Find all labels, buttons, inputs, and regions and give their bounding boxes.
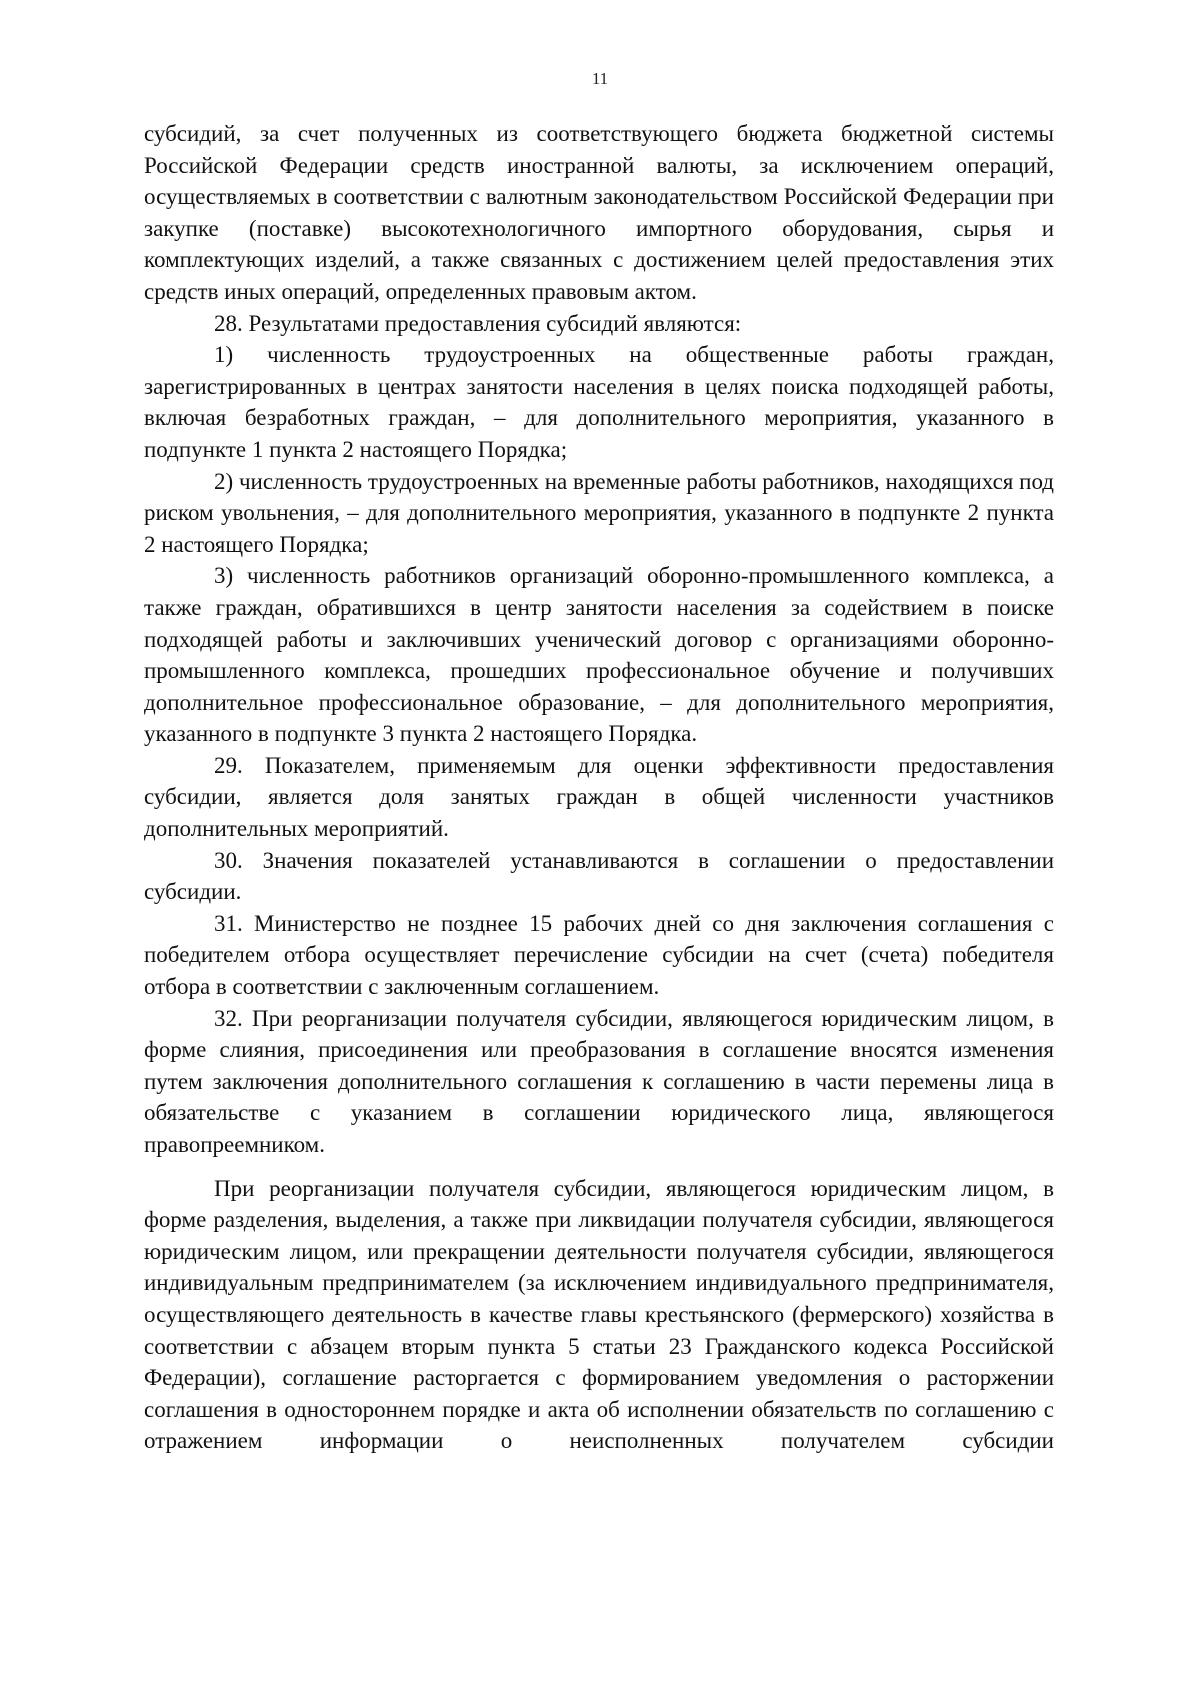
paragraph-32: 32. При реорганизации получателя субсидии, являющегося юридическим лицом, в форме слияния, присоединения или преобразования в соглашение вносятся изменения путем заключения дополнительного соглашения к соглашению в части перемены лица в обязательстве с указанием в соглашении юридического лица, являющегося правопреемником. xyxy=(144,1005,1054,1157)
paragraph-29: 29. Показателем, применяемым для оценки эффективности предоставления субсидии, является доля занятых граждан в общей численности участников дополнительных мероприятий. xyxy=(144,752,1054,842)
paragraph-28-item-3: 3) численность работников организаций оборонно-промышленного комплекса, а также граждан, обратившихся в центр занятости населения за содействием в поиске подходящей работы и заключивших ученический договор с организациями оборонно-промышленного комплекса, прошедших профессиональное обучение и получивших дополнительное профессиональное образование, – для дополнительного мероприятия, указанного в подпункте 3 пункта 2 настоящего Порядка. xyxy=(144,563,1054,747)
paragraph-32-part-2: При реорганизации получателя субсидии, являющегося юридическим лицом, в форме разделения, выделения, а также при ликвидации получателя субсидии, являющегося юридическим лицом, или прекращении деятельности получателя субсидии, являющегося индивидуальным предпринимателем (за исключением индивидуального предпринимателя, осуществляющего деятельность в качестве главы крестьянского (фермерского) хозяйства в соответствии с абзацем вторым пункта 5 статьи 23 Гражданского кодекса Российской Федерации), соглашение расторгается с формированием уведомления о расторжении соглашения в одностороннем порядке и акта об исполнении обязательств по соглашению с отражением информации о неисполненных получателем субсидии xyxy=(144,1175,1054,1454)
paragraph-28: 28. Результатами предоставления субсидий являются: xyxy=(214,310,742,336)
paragraph-31: 31. Министерство не позднее 15 рабочих дней со дня заключения соглашения с победителем отбора осуществляет перечисление субсидии на счет (счета) победителя отбора в соответствии с заключенным соглашением. xyxy=(144,910,1054,1000)
page-number: 11 xyxy=(591,69,609,88)
paragraph-continuation: субсидий, за счет полученных из соответствующего бюджета бюджетной системы Российской Федерации средств иностранной валюты, за исключением операций, осуществляемых в соответствии с валютным законодательством Российской Федерации при закупке (поставке) высокотехнологичного импортного оборудования, сырья и комплектующих изделий, а также связанных с достижением целей предоставления этих средств иных операций, определенных правовым актом. xyxy=(144,121,1054,304)
paragraph-30: 30. Значения показателей устанавливаются в соглашении о предоставлении субсидии. xyxy=(144,847,1054,905)
paragraph-28-item-2: 2) численность трудоустроенных на временные работы работников, находящихся под риском увольнения, – для дополнительного мероприятия, указанного в подпункте 2 пункта 2 настоящего Порядка; xyxy=(144,468,1054,557)
document-body xyxy=(144,118,1054,1457)
paragraph-28-item-1: 1) численность трудоустроенных на общественные работы граждан, зарегистрированных в центрах занятости населения в целях поиска подходящей работы, включая безработных граждан, – для дополнительного мероприятия, указанного в подпункте 1 пункта 2 настоящего Порядка; xyxy=(144,342,1054,462)
